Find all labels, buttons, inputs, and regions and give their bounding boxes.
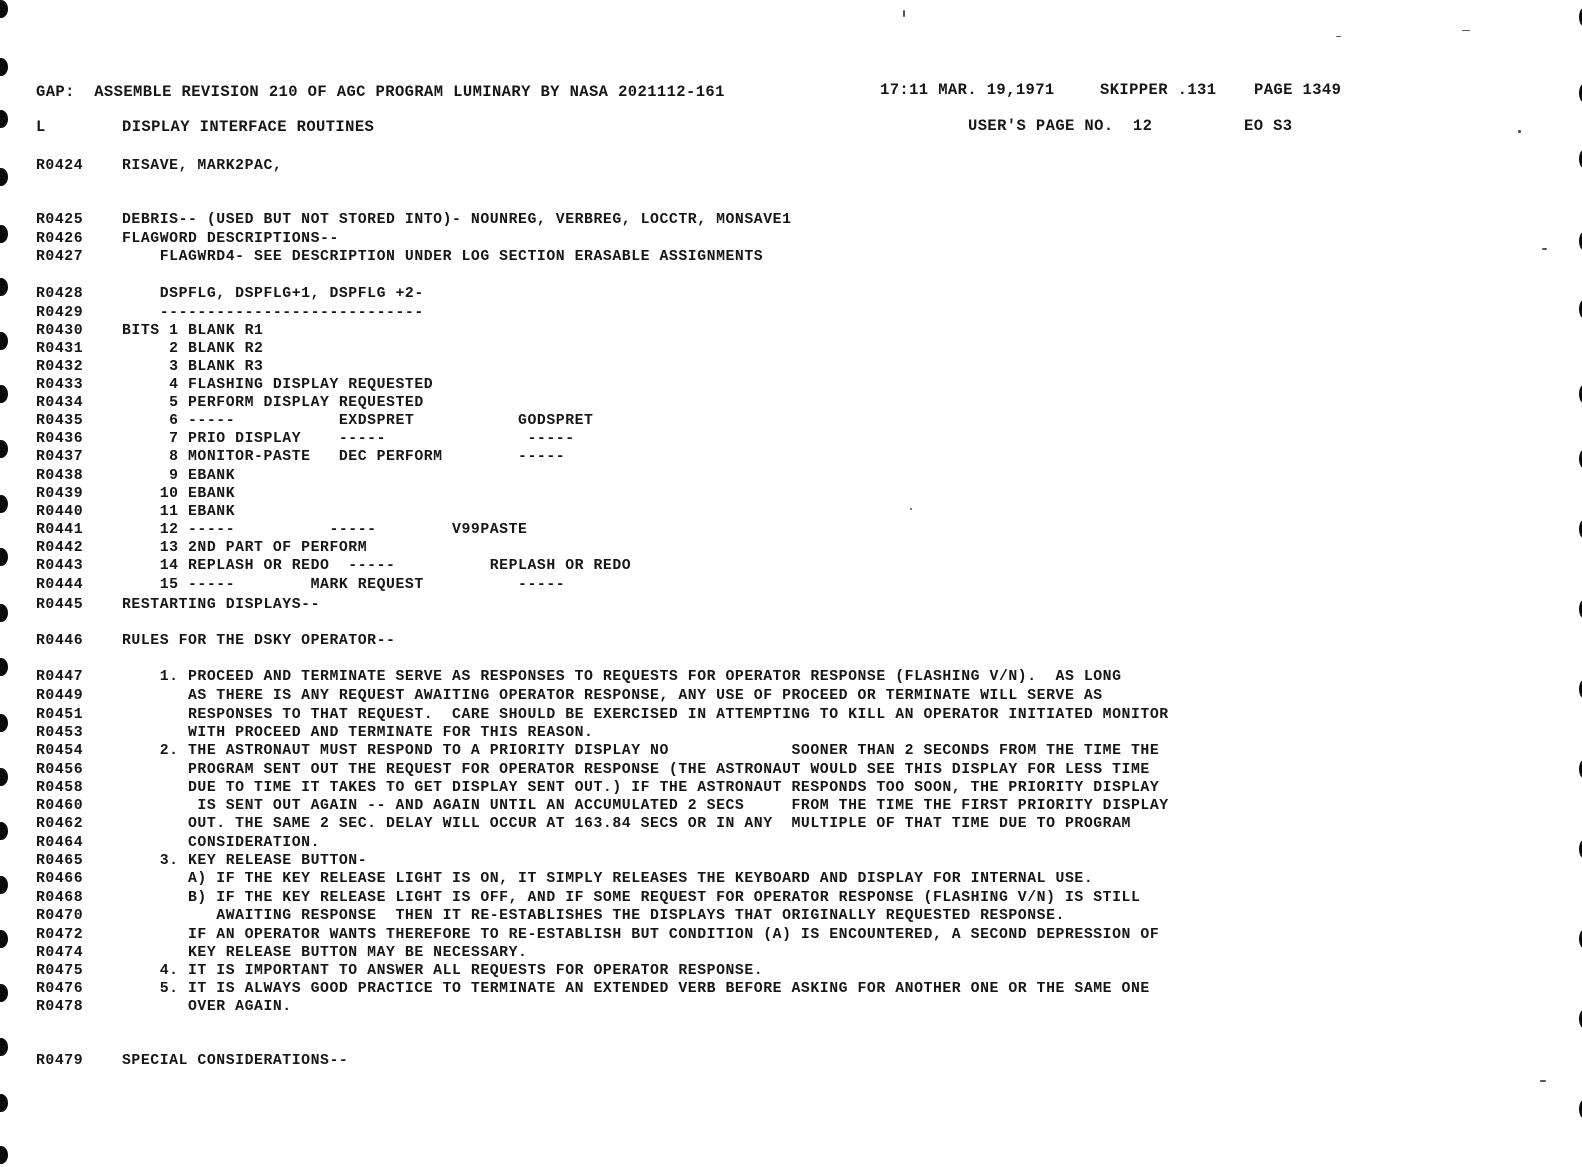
line-number: R0444 [36,577,84,593]
line-number: R0460 [36,798,84,814]
line-number: R0435 [36,413,84,429]
line-number: R0475 [36,963,84,979]
feed-hole [0,604,8,622]
line-number: R0465 [36,853,84,869]
line-number: R0479 [36,1053,84,1069]
line-text: 13 2ND PART OF PERFORM [122,540,368,556]
line-number: R0427 [36,249,84,265]
line-text: 3. KEY RELEASE BUTTON- [122,853,368,869]
line-number: R0433 [36,377,84,393]
line-text: IS SENT OUT AGAIN -- AND AGAIN UNTIL AN ACCUMULATED 2 SECS FROM THE TIME THE FIRST PRIORITY DISPLAY [122,798,1169,814]
scan-speck [1336,36,1341,37]
line-number: R0445 [36,597,84,613]
line-number: R0430 [36,323,84,339]
line-text: PROGRAM SENT OUT THE REQUEST FOR OPERATOR RESPONSE (THE ASTRONAUT WOULD SEE THIS DISPLAY FOR LESS TIME [122,762,1150,778]
line-number: R0429 [36,305,84,321]
line-number: R0442 [36,540,84,556]
line-number: R0447 [36,669,84,685]
line-text: DEBRIS-- (USED BUT NOT STORED INTO)- NOUNREG, VERBREG, LOCCTR, MONSAVE1 [122,212,792,228]
line-text: RULES FOR THE DSKY OPERATOR-- [122,633,396,649]
line-number: R0424 [36,158,84,174]
feed-hole [0,984,8,1002]
feed-hole [0,876,8,894]
line-text: 5. IT IS ALWAYS GOOD PRACTICE TO TERMINATE AN EXTENDED VERB BEFORE ASKING FOR ANOTHER ONE OR THE SAME ONE [122,981,1150,997]
line-number: R0468 [36,890,84,906]
line-number: R0437 [36,449,84,465]
line-text: 4. IT IS IMPORTANT TO ANSWER ALL REQUESTS FOR OPERATOR RESPONSE. [122,963,764,979]
line-text: 3 BLANK R3 [122,359,264,375]
line-number: R0439 [36,486,84,502]
line-number: R0476 [36,981,84,997]
line-text: 14 REPLASH OR REDO ----- REPLASH OR REDO [122,558,632,574]
line-text: 6 ----- EXDSPRET GODSPRET [122,413,594,429]
header-timestamp: 17:11 MAR. 19,1971 [880,81,1055,99]
feed-hole [0,385,8,403]
feed-hole [0,768,8,786]
line-text: 7 PRIO DISPLAY ----- ----- [122,431,575,447]
line-text: A) IF THE KEY RELEASE LIGHT IS ON, IT SIMPLY RELEASES THE KEYBOARD AND DISPLAY FOR INTERNAL USE. [122,871,1094,887]
line-text: 10 EBANK [122,486,236,502]
feed-hole [0,1146,8,1164]
line-number: R0449 [36,688,84,704]
feed-hole [0,658,8,676]
line-text: B) IF THE KEY RELEASE LIGHT IS OFF, AND IF SOME REQUEST FOR OPERATOR RESPONSE (FLASHING V/N) IS STILL [122,890,1141,906]
scan-speck [1540,1080,1546,1082]
line-number: R0474 [36,945,84,961]
feed-hole [0,822,8,840]
header-skipper: SKIPPER .131 [1100,81,1217,99]
feed-hole [0,440,8,458]
line-number: R0431 [36,341,84,357]
line-number: R0441 [36,522,84,538]
line-text: SPECIAL CONSIDERATIONS-- [122,1053,349,1069]
feed-hole [0,1038,8,1056]
line-text: DSPFLG, DSPFLG+1, DSPFLG +2- [122,286,424,302]
line-text: KEY RELEASE BUTTON MAY BE NECESSARY. [122,945,528,961]
line-text: IF AN OPERATOR WANTS THEREFORE TO RE-ESTABLISH BUT CONDITION (A) IS ENCOUNTERED, A SECOND DEPRESSION OF [122,927,1160,943]
line-number: R0451 [36,707,84,723]
line-text: RESPONSES TO THAT REQUEST. CARE SHOULD BE EXERCISED IN ATTEMPTING TO KILL AN OPERATOR INITIATED MONITOR [122,707,1169,723]
line-text: CONSIDERATION. [122,835,321,851]
line-text: RESTARTING DISPLAYS-- [122,597,321,613]
feed-hole [0,58,8,76]
line-text: WITH PROCEED AND TERMINATE FOR THIS REASON. [122,725,594,741]
line-text: 11 EBANK [122,504,236,520]
line-text: AS THERE IS ANY REQUEST AWAITING OPERATOR RESPONSE, ANY USE OF PROCEED OR TERMINATE WILL SERVE AS [122,688,1103,704]
scan-speck [910,508,912,510]
line-number: R0428 [36,286,84,302]
feed-hole [0,332,8,350]
line-number: R0454 [36,743,84,759]
line-number: R0425 [36,212,84,228]
line-number: R0446 [36,633,84,649]
line-text: FLAGWRD4- SEE DESCRIPTION UNDER LOG SECTION ERASABLE ASSIGNMENTS [122,249,764,265]
users-page-number: USER'S PAGE NO. 12 [968,117,1153,135]
line-text: 8 MONITOR-PASTE DEC PERFORM ----- [122,449,566,465]
line-number: R0478 [36,999,84,1015]
line-number: R0440 [36,504,84,520]
line-number: R0453 [36,725,84,741]
feed-hole [0,278,8,296]
line-text: RISAVE, MARK2PAC, [122,158,283,174]
line-number: R0470 [36,908,84,924]
line-text: BITS 1 BLANK R1 [122,323,264,339]
header-l-mark: L [36,118,46,136]
feed-hole [0,495,8,513]
line-number: R0443 [36,558,84,574]
line-text: 2 BLANK R2 [122,341,264,357]
feed-hole [0,930,8,948]
line-number: R0434 [36,395,84,411]
header-page-number: PAGE 1349 [1254,81,1342,99]
line-text: FLAGWORD DESCRIPTIONS-- [122,231,339,247]
feed-hole [0,168,8,186]
line-number: R0436 [36,431,84,447]
scan-speck [903,10,905,17]
feed-hole [0,110,8,128]
line-number: R0426 [36,231,84,247]
line-text: 4 FLASHING DISPLAY REQUESTED [122,377,434,393]
line-number: R0472 [36,927,84,943]
line-text: 9 EBANK [122,468,236,484]
feed-hole [0,0,8,18]
line-text: 1. PROCEED AND TERMINATE SERVE AS RESPONSES TO REQUESTS FOR OPERATOR RESPONSE (FLASHING V/N). AS LONG [122,669,1122,685]
section-title: DISPLAY INTERFACE ROUTINES [122,118,375,136]
line-text: 15 ----- MARK REQUEST ----- [122,577,566,593]
line-number: R0462 [36,816,84,832]
line-text: 12 ----- ----- V99PASTE [122,522,528,538]
line-text: DUE TO TIME IT TAKES TO GET DISPLAY SENT OUT.) IF THE ASTRONAUT RESPONDS TOO SOON, THE PRIORITY DISPLAY [122,780,1160,796]
line-text: OUT. THE SAME 2 SEC. DELAY WILL OCCUR AT 163.84 SECS OR IN ANY MULTIPLE OF THAT TIME DUE TO PROGRAM [122,816,1131,832]
line-text: 2. THE ASTRONAUT MUST RESPOND TO A PRIORITY DISPLAY NO SOONER THAN 2 SECONDS FROM THE TIME THE [122,743,1160,759]
line-number: R0432 [36,359,84,375]
line-number: R0458 [36,780,84,796]
scan-speck [1518,130,1521,133]
line-text: 5 PERFORM DISPLAY REQUESTED [122,395,424,411]
line-text: OVER AGAIN. [122,999,292,1015]
line-text: ---------------------------- [122,305,424,321]
line-number: R0456 [36,762,84,778]
line-number: R0466 [36,871,84,887]
feed-hole [0,225,8,243]
line-number: R0464 [36,835,84,851]
header-eo-code: EO S3 [1244,117,1293,135]
feed-hole [0,1094,8,1112]
line-number: R0438 [36,468,84,484]
scan-speck [1462,30,1470,31]
scan-speck [1542,248,1547,250]
line-text: AWAITING RESPONSE THEN IT RE-ESTABLISHES THE DISPLAYS THAT ORIGINALLY REQUESTED RESPONSE. [122,908,1065,924]
header-assembly-line: GAP: ASSEMBLE REVISION 210 OF AGC PROGRAM LUMINARY BY NASA 2021112-161 [36,83,725,101]
feed-hole [0,714,8,732]
feed-hole [0,548,8,566]
